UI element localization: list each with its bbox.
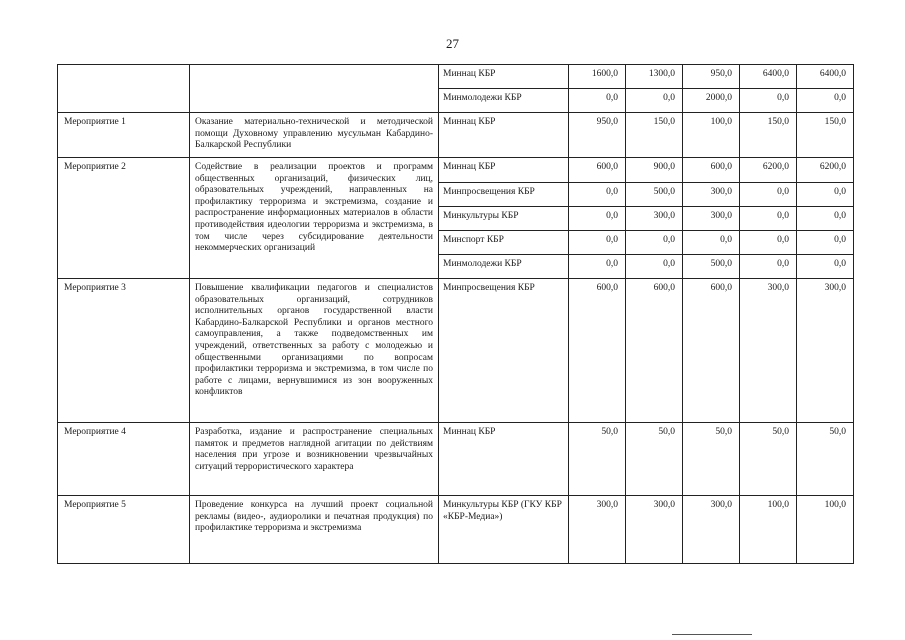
funding-value-cell: 900,0 (626, 158, 683, 183)
funding-value-cell: 100,0 (740, 496, 797, 564)
funding-value-cell: 0,0 (569, 207, 626, 231)
funding-value-cell: 1600,0 (569, 65, 626, 89)
executor-cell: Минспорт КБР (439, 231, 569, 255)
funding-value-cell: 600,0 (569, 279, 626, 423)
funding-value-cell: 50,0 (569, 423, 626, 496)
activity-cell: Мероприятие 2 (58, 158, 190, 279)
page-number: 27 (446, 36, 459, 51)
activity-cell: Мероприятие 3 (58, 279, 190, 423)
funding-value-cell: 600,0 (683, 279, 740, 423)
funding-value-cell: 0,0 (797, 183, 854, 207)
executor-cell: Миннац КБР (439, 65, 569, 89)
description-cell: Оказание материально-технической и методической помощи Духовному управлению мусульман Кабардино-Балкарской Республики (190, 113, 439, 158)
funding-value-cell: 0,0 (797, 207, 854, 231)
funding-value-cell: 0,0 (740, 255, 797, 279)
funding-value-cell: 0,0 (740, 231, 797, 255)
funding-value-cell: 0,0 (626, 255, 683, 279)
funding-value-cell: 950,0 (683, 65, 740, 89)
funding-value-cell: 0,0 (740, 89, 797, 113)
funding-value-cell: 300,0 (626, 496, 683, 564)
funding-value-cell: 1300,0 (626, 65, 683, 89)
description-cell (190, 65, 439, 113)
funding-value-cell: 0,0 (797, 255, 854, 279)
funding-value-cell: 150,0 (797, 113, 854, 158)
funding-value-cell: 0,0 (569, 89, 626, 113)
funding-value-cell: 600,0 (569, 158, 626, 183)
executor-cell: Минкультуры КБР (439, 207, 569, 231)
funding-value-cell: 0,0 (683, 231, 740, 255)
funding-value-cell: 300,0 (683, 496, 740, 564)
funding-value-cell: 6200,0 (740, 158, 797, 183)
funding-value-cell: 600,0 (626, 279, 683, 423)
funding-value-cell: 0,0 (569, 183, 626, 207)
funding-value-cell: 300,0 (797, 279, 854, 423)
description-cell: Содействие в реализации проектов и программ общественных организаций, физических лиц, образовательных учреждений, направленных на профилактику терроризма и экстремизма, создание и распространение информационных материалов в области противодействия идеологии терроризма и экстремизма, в том числе через субсидирование деятельности некоммерческих организаций (190, 158, 439, 279)
funding-value-cell: 50,0 (626, 423, 683, 496)
funding-value-cell: 950,0 (569, 113, 626, 158)
table-row (58, 113, 854, 158)
funding-value-cell: 300,0 (683, 207, 740, 231)
activity-cell: Мероприятие 5 (58, 496, 190, 564)
executor-cell: Минпросвещения КБР (439, 279, 569, 423)
funding-value-cell: 0,0 (740, 207, 797, 231)
table-row (58, 158, 854, 183)
funding-value-cell: 6400,0 (740, 65, 797, 89)
funding-value-cell: 300,0 (626, 207, 683, 231)
activity-cell (58, 65, 190, 113)
funding-value-cell: 300,0 (569, 496, 626, 564)
funding-value-cell: 6200,0 (797, 158, 854, 183)
description-cell: Разработка, издание и распространение специальных памяток и предметов наглядной агитации по действиям населения при угрозе и возникновении чрезвычайных ситуаций террористического характера (190, 423, 439, 496)
activity-cell: Мероприятие 1 (58, 113, 190, 158)
executor-cell: Миннац КБР (439, 423, 569, 496)
executor-cell: Миннац КБР (439, 158, 569, 183)
funding-value-cell: 0,0 (626, 89, 683, 113)
table-row (58, 65, 854, 89)
table-row (58, 423, 854, 496)
funding-value-cell: 0,0 (626, 231, 683, 255)
executor-cell: Минкультуры КБР (ГКУ КБР «КБР-Медиа») (439, 496, 569, 564)
description-cell: Проведение конкурса на лучший проект социальной рекламы (видео-, аудиоролики и печатная продукция) по профилактике терроризма и экстремизма (190, 496, 439, 564)
funding-value-cell: 0,0 (569, 231, 626, 255)
funding-value-cell: 0,0 (740, 183, 797, 207)
table-row (58, 279, 854, 423)
funding-value-cell: 50,0 (740, 423, 797, 496)
funding-value-cell: 500,0 (626, 183, 683, 207)
funding-value-cell: 0,0 (569, 255, 626, 279)
funding-value-cell: 500,0 (683, 255, 740, 279)
funding-value-cell: 150,0 (626, 113, 683, 158)
funding-value-cell: 600,0 (683, 158, 740, 183)
table-row (58, 496, 854, 564)
executor-cell: Минмолодежи КБР (439, 255, 569, 279)
funding-value-cell: 0,0 (797, 231, 854, 255)
table-body (58, 65, 854, 564)
executor-cell: Минмолодежи КБР (439, 89, 569, 113)
funding-value-cell: 6400,0 (797, 65, 854, 89)
funding-value-cell: 300,0 (740, 279, 797, 423)
funding-value-cell: 100,0 (797, 496, 854, 564)
funding-value-cell: 50,0 (683, 423, 740, 496)
footer-divider (672, 634, 752, 635)
executor-cell: Минпросвещения КБР (439, 183, 569, 207)
funding-value-cell: 2000,0 (683, 89, 740, 113)
funding-value-cell: 100,0 (683, 113, 740, 158)
funding-value-cell: 0,0 (797, 89, 854, 113)
activity-cell: Мероприятие 4 (58, 423, 190, 496)
description-cell: Повышение квалификации педагогов и специалистов образовательных организаций, сотрудников исполнительных органов государственной власти Кабардино-Балкарской Республики и органов местного самоуправления, а также подведомственных им учреждений, ответственных за работу с молодежью и общественными организациями по вопросам профилактики терроризма и экстремизма, в том числе по работе с лицами, вернувшимися из зон вооруженных конфликтов (190, 279, 439, 423)
budget-table (57, 64, 854, 564)
funding-value-cell: 150,0 (740, 113, 797, 158)
funding-value-cell: 50,0 (797, 423, 854, 496)
executor-cell: Миннац КБР (439, 113, 569, 158)
funding-value-cell: 300,0 (683, 183, 740, 207)
